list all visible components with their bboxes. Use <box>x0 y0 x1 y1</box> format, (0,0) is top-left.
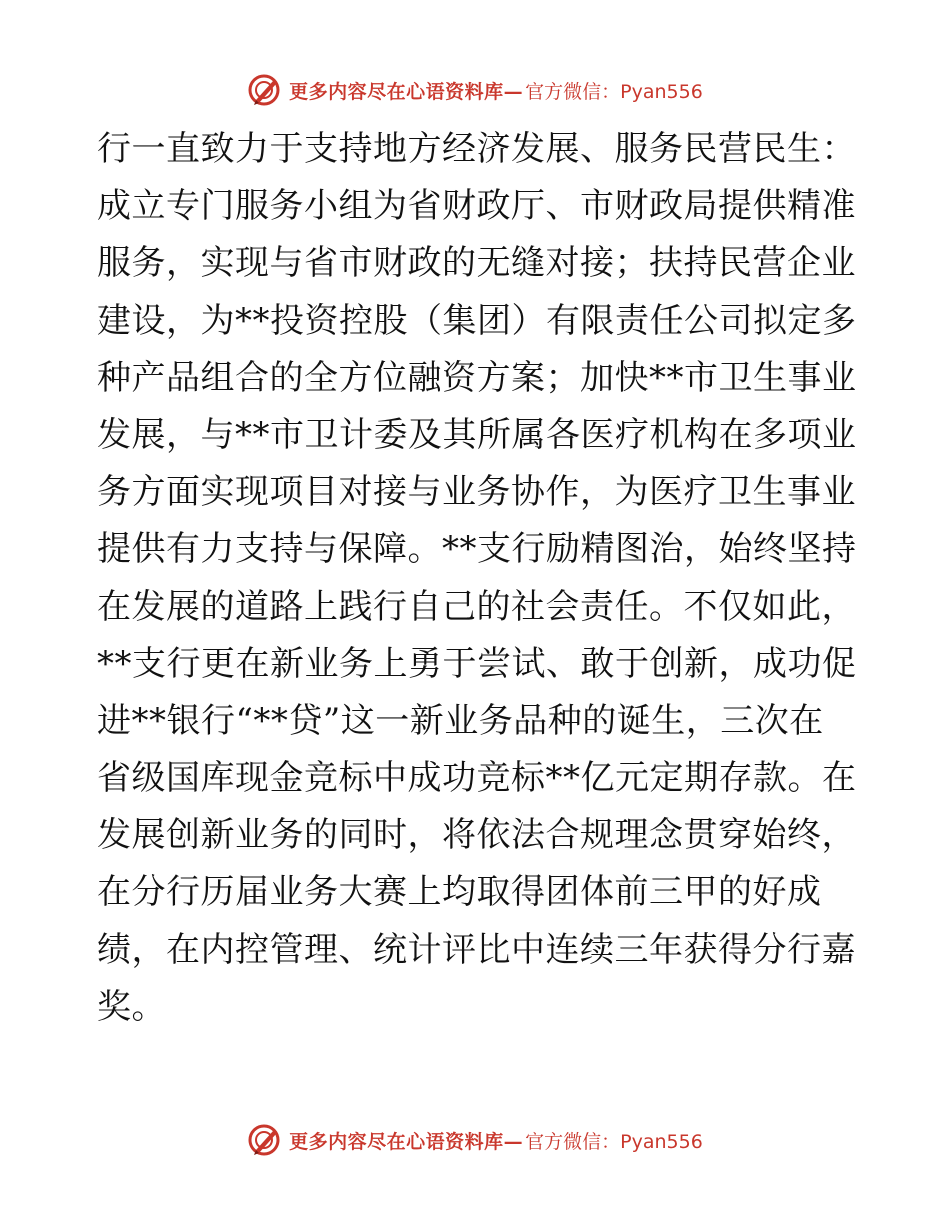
header-banner <box>0 70 950 110</box>
body-line: 在发展的道路上践行自己的社会责任。不仅如此， <box>97 586 856 627</box>
body-line: 省级国库现金竞标中成功竞标**亿元定期存款。在 <box>97 758 857 799</box>
footer-brand-text: 更多内容尽在心语资料库— <box>289 1130 524 1153</box>
pen-logo-icon <box>247 73 281 107</box>
body-line: 奖。 <box>97 986 166 1027</box>
body-line: 在分行历届业务大赛上均取得团体前三甲的好成 <box>97 872 822 913</box>
body-line: 提供有力支持与保障。**支行励精图治，始终坚持 <box>97 529 857 570</box>
body-line: 进**银行“**贷”这一新业务品种的诞生，三次在 <box>97 700 824 741</box>
body-line: 务方面实现项目对接与业务协作，为医疗卫生事业 <box>97 472 856 513</box>
body-line: 发展创新业务的同时，将依法合规理念贯穿始终， <box>97 815 856 856</box>
header-banner-text <box>289 77 703 104</box>
body-line: **支行更在新业务上勇于尝试、敢于创新，成功促 <box>97 643 857 684</box>
footer-banner <box>0 1120 950 1160</box>
footer-wechat-text: 官方微信：Pyan556 <box>525 1130 703 1153</box>
body-line: 成立专门服务小组为省财政厅、市财政局提供精准 <box>97 186 856 227</box>
body-line: 绩，在内控管理、统计评比中连续三年获得分行嘉 <box>97 929 856 970</box>
body-line: 发展，与**市卫计委及其所属各医疗机构在多项业 <box>97 414 857 455</box>
header-wechat-text: 官方微信：Pyan556 <box>525 80 703 103</box>
pen-logo-icon <box>247 1123 281 1157</box>
document-body <box>97 121 857 1036</box>
body-line: 服务，实现与省市财政的无缝对接；扶持民营企业 <box>97 243 856 284</box>
body-line: 行一直致力于支持地方经济发展、服务民营民生： <box>97 129 856 169</box>
footer-banner-text <box>289 1127 703 1154</box>
body-line: 建设，为**投资控股（集团）有限责任公司拟定多 <box>97 300 857 341</box>
header-brand-text: 更多内容尽在心语资料库— <box>289 80 524 103</box>
body-line: 种产品组合的全方位融资方案；加快**市卫生事业 <box>97 357 857 398</box>
